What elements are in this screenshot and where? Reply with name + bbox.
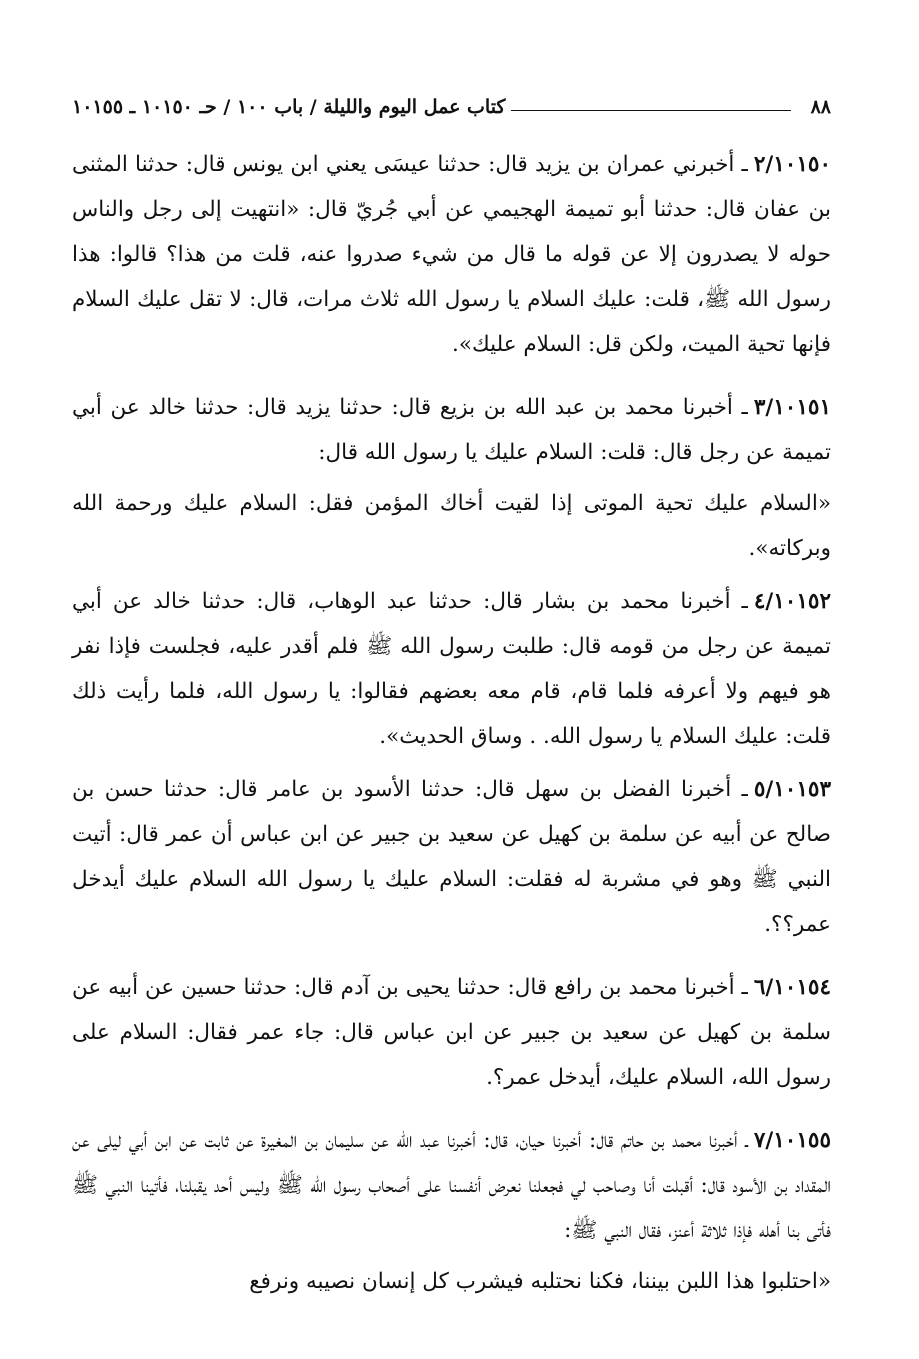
- hadith-text: ـ أخبرنا محمد بن حاتم قال: أخبرنا حيان، قال: أخبرنا عبد الله عن سليمان بن المغيرة عن ثابت عن ابن أبي ليلى عن المقداد بن الأسود قال: أقبلت أنا وصاحب لي فجعلنا نعرض أنفسنا على أصحاب رسول الله ﷺ وليس أحد يقبلنا، فأتينا النبي ﷺ فأتى بنا أهله فإذا ثلاثة أعنز، فقال النبي ﷺ:: [72, 1128, 831, 1243]
- header-title: كتاب عمل اليوم والليلة / باب ١٠٠ / حـ ١٠١٥٠ ـ ١٠١٥٥: [72, 96, 506, 118]
- hadith-text: ـ أخبرنا محمد بن رافع قال: حدثنا يحيى بن آدم قال: حدثنا حسين عن أبيه عن سلمة بن كهيل عن سعيد بن جبير عن ابن عباس قال: جاء عمر فقال: السلام على رسول الله، السلام عليك، أيدخل عمر؟.: [72, 975, 831, 1090]
- page-body: [72, 142, 831, 1312]
- running-header: [72, 86, 831, 118]
- hadith-number: ٤/١٠١٥٢: [753, 589, 831, 614]
- hadith-text: ـ أخبرنا محمد بن بشار قال: حدثنا عبد الوهاب، قال: حدثنا خالد عن أبي تميمة عن رجل من قومه قال: طلبت رسول الله ﷺ فلم أقدر عليه، فجلست فإذا نفر هو فيهم ولا أعرفه فلما قام، قام معه بعضهم فقالوا: يا رسول الله، فلما رأيت ذلك قلت: عليك السلام يا رسول الله. . وساق الحديث».: [72, 589, 831, 749]
- hadith-quote: [72, 1259, 831, 1304]
- page-number: ٨٨: [810, 96, 831, 118]
- hadith-number: ٧/١٠١٥٥: [753, 1128, 831, 1153]
- hadith-number: ٣/١٠١٥١: [753, 395, 831, 420]
- header-rule: [511, 110, 790, 111]
- hadith-paragraph: [72, 142, 831, 367]
- hadith-paragraph: [72, 1118, 831, 1253]
- hadith-text: «احتلبوا هذا اللبن بيننا، فكنا نحتلبه فيشرب كل إنسان نصيبه ونرفع: [249, 1269, 831, 1294]
- hadith-number: ٦/١٠١٥٤: [753, 975, 831, 1000]
- hadith-paragraph: [72, 385, 831, 475]
- hadith-text: «السلام عليك تحية الموتى إذا لقيت أخاك المؤمن فقل: السلام عليك ورحمة الله وبركاته».: [72, 491, 831, 561]
- hadith-number: ٢/١٠١٥٠: [753, 152, 831, 177]
- hadith-number: ٥/١٠١٥٣: [753, 777, 831, 802]
- hadith-paragraph: [72, 767, 831, 947]
- hadith-paragraph: [72, 965, 831, 1100]
- hadith-text: ـ أخبرني عمران بن يزيد قال: حدثنا عيسَى يعني ابن يونس قال: حدثنا المثنى بن عفان قال: حدثنا أبو تميمة الهجيمي عن أبي جُريّ قال: «انتهيت إلى رجل والناس حوله لا يصدرون إلا عن قوله ما قال من شيء صدروا عنه، قلت من هذا؟ قالوا: هذا رسول الله ﷺ، قلت: عليك السلام يا رسول الله ثلاث مرات، قال: لا تقل عليك السلام فإنها تحية الميت، ولكن قل: السلام عليك».: [72, 152, 831, 357]
- hadith-text: ـ أخبرنا محمد بن عبد الله بن بزيع قال: حدثنا يزيد قال: حدثنا خالد عن أبي تميمة عن رجل قال: قلت: السلام عليك يا رسول الله قال:: [72, 395, 831, 465]
- hadith-text: ـ أخبرنا الفضل بن سهل قال: حدثنا الأسود بن عامر قال: حدثنا حسن بن صالح عن أبيه عن سلمة بن كهيل عن سعيد بن جبير عن ابن عباس أن عمر قال: أتيت النبي ﷺ وهو في مشربة له فقلت: السلام عليك يا رسول الله السلام عليك أيدخل عمر؟؟.: [72, 777, 831, 937]
- hadith-quote: [72, 481, 831, 571]
- hadith-paragraph: [72, 579, 831, 759]
